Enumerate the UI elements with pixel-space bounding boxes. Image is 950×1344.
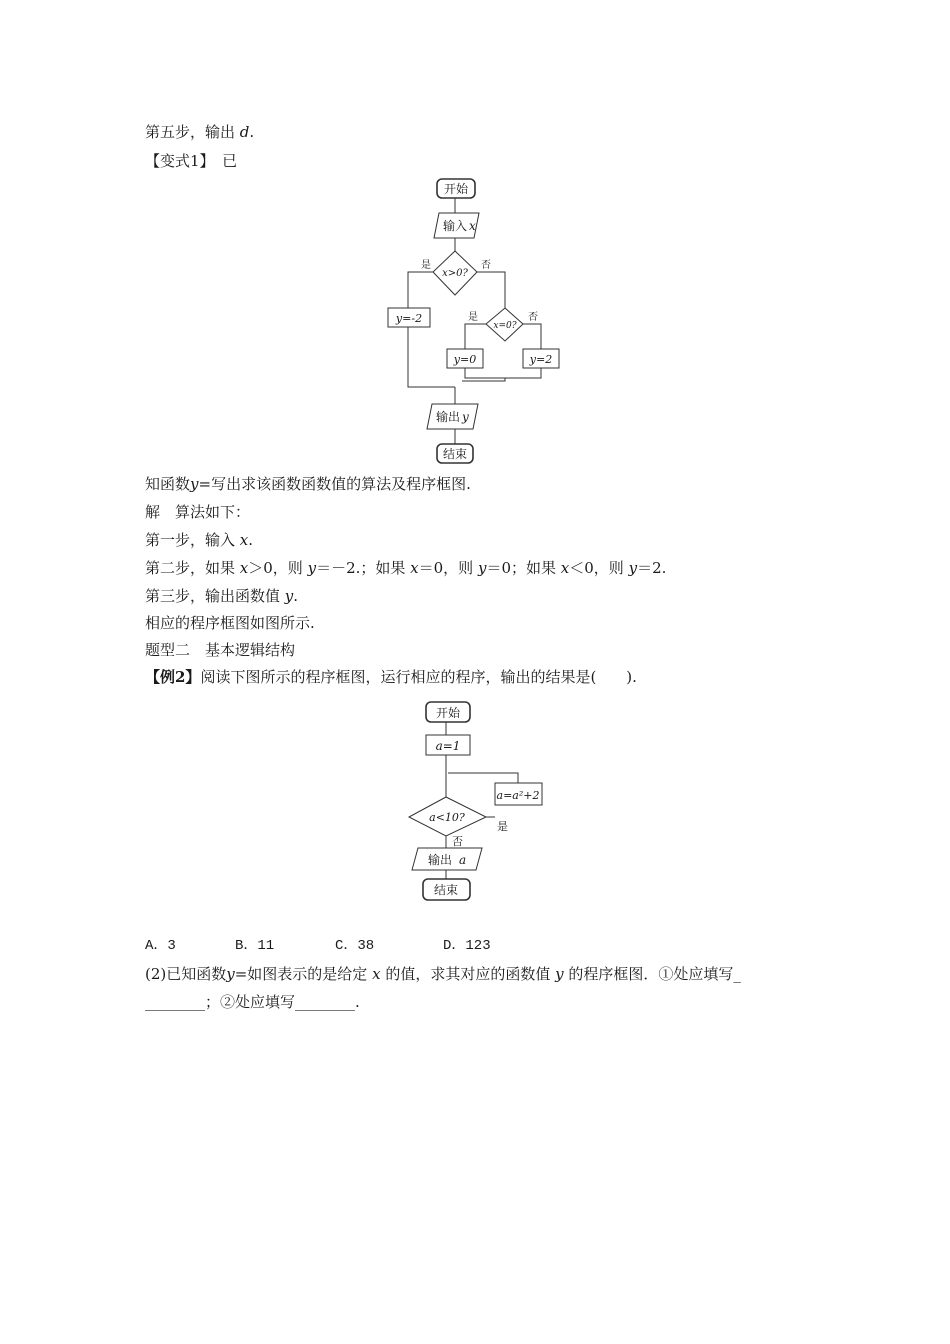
fc1-cond2-no: 否	[528, 312, 538, 323]
type-title: 题型二 基本逻辑结构	[145, 641, 296, 659]
step2-var-y1: y	[307, 559, 317, 577]
choice-c[interactable]: C．38	[335, 938, 375, 954]
example-line	[145, 667, 637, 687]
step2-var-y3: y	[628, 559, 638, 577]
question-text-a: 知函数	[145, 475, 191, 493]
choice-d[interactable]: D．123	[443, 938, 491, 954]
q2-text-c: 的值，求其对应的函数值	[385, 965, 551, 983]
step2-line	[145, 558, 666, 578]
example-text: 阅读下图所示的程序框图，运行相应的程序，输出的结果是( ).	[200, 668, 637, 686]
fc2-output-label: 输出	[428, 853, 453, 867]
step2-var-x3: x	[560, 559, 570, 577]
step3-line: 第三步，输出函数值 y.	[145, 587, 299, 605]
fc1-cond1-yes: 是	[421, 260, 431, 271]
fc1-output-label: 输出	[436, 410, 461, 424]
fc1-start-label: 开始	[443, 182, 469, 196]
q2-var-y: y	[226, 965, 235, 983]
fc2-init-label: a=1	[435, 739, 461, 753]
conclusion-line: 相应的程序框图如图所示.	[145, 614, 315, 632]
question-line	[145, 474, 471, 494]
example-title: 【例2】	[145, 668, 201, 686]
step2-text-e: ＝0；如果	[486, 559, 556, 577]
step2-var-x1: x	[239, 559, 249, 577]
fc1-end-label: 结束	[442, 447, 468, 461]
q2-var-x: x	[372, 965, 381, 983]
question2-line1	[145, 964, 741, 984]
answer-head: 解 算法如下：	[145, 503, 251, 521]
fc1-cond2-label: x=0?	[493, 321, 517, 331]
step2-text-a: 第二步，如果	[145, 559, 236, 577]
fc1-input-label: 输入	[443, 219, 468, 233]
fc1-cond2-yes: 是	[468, 312, 478, 323]
fc2-output-var: a	[459, 853, 467, 867]
fc1-assign-two-label: y=2	[529, 353, 553, 366]
fc2-end-label: 结束	[433, 883, 459, 897]
question2-line2: ________；②处应填写________.	[145, 993, 360, 1011]
step2-text-d: ＝0，则	[418, 559, 474, 577]
step3-var: y	[284, 587, 294, 605]
step5-line: 第五步，输出 d.	[145, 123, 255, 141]
variant-text: 已	[222, 152, 238, 170]
flowchart-1	[0, 0, 950, 470]
fc2-start-label: 开始	[435, 706, 461, 720]
fc1-output-var: y	[462, 410, 469, 424]
fc1-input-var: x	[469, 219, 476, 233]
q2-text-d: 的程序框图．①处应填写_	[568, 965, 741, 983]
step5-var: d	[239, 123, 250, 141]
choice-b[interactable]: B．11	[235, 938, 275, 954]
step1-var: x	[239, 531, 249, 549]
variant-title: 【变式1】	[145, 152, 208, 170]
step2-text-f: ＜0，则	[569, 559, 624, 577]
fc1-cond1-no: 否	[481, 260, 491, 271]
step2-var-x2: x	[410, 559, 419, 577]
step3-text: 第三步，输出函数值	[145, 587, 281, 605]
fc1-cond1-label: x>0?	[442, 268, 468, 279]
step2-text-g: ＝2.	[637, 559, 667, 577]
fc2-cond-yes: 是	[497, 820, 508, 833]
fc1-assign-neg-label: y=-2	[395, 312, 423, 325]
q2-var-y2: y	[555, 965, 564, 983]
question-text-b: =写出求该函数函数值的算法及程序框图.	[198, 475, 471, 493]
step1-text: 第一步，输入	[145, 531, 236, 549]
step2-text-c: ＝－2.；如果	[316, 559, 406, 577]
flowchart-2	[0, 690, 950, 910]
fc1-assign-zero-label: y=0	[453, 353, 477, 366]
q2-text-a: (2)已知函数	[145, 965, 227, 983]
q2-text-b: =如图表示的是给定	[234, 965, 368, 983]
step2-var-y2: y	[477, 559, 487, 577]
fc2-update-label: a=a²+2	[496, 789, 540, 802]
step5-text: 第五步，输出	[145, 123, 236, 141]
fc2-cond-label: a<10?	[429, 811, 465, 824]
fc2-cond-no: 否	[452, 835, 463, 848]
step1-line: 第一步，输入 x.	[145, 531, 254, 549]
step2-text-b: ＞0，则	[248, 559, 303, 577]
question-var: y	[190, 475, 199, 493]
choice-a[interactable]: A．3	[145, 938, 176, 954]
